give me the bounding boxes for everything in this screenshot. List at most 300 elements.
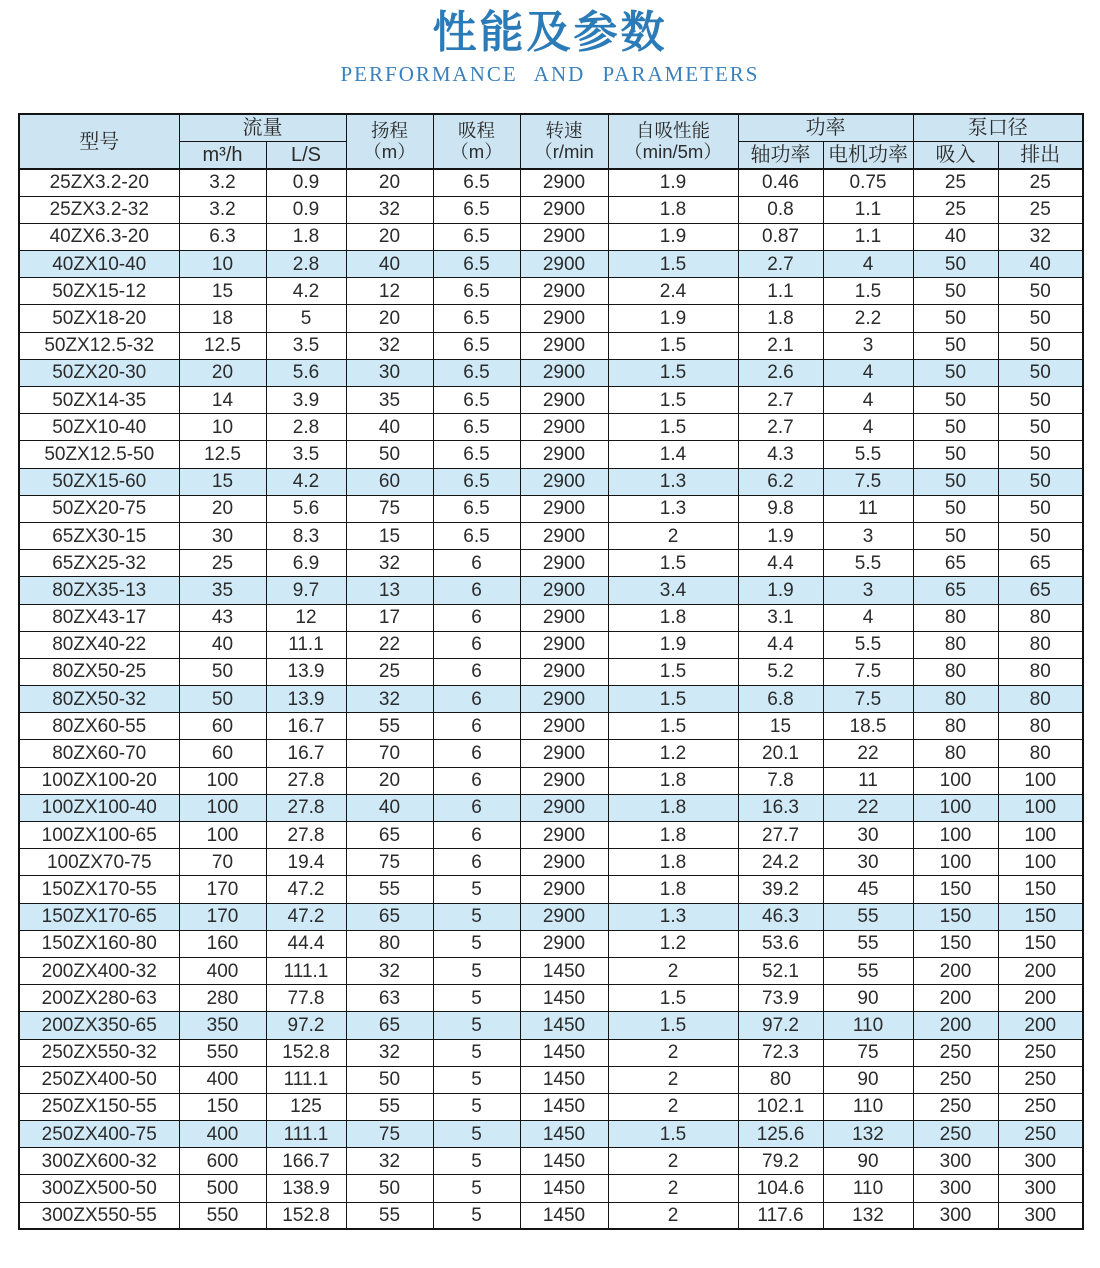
- value-cell: 111.1: [266, 1121, 346, 1148]
- value-cell: 100: [998, 794, 1083, 821]
- value-cell: 6.5: [433, 414, 520, 441]
- value-cell: 20: [346, 767, 433, 794]
- value-cell: 5: [433, 903, 520, 930]
- value-cell: 550: [179, 1202, 266, 1229]
- value-cell: 50: [913, 359, 998, 386]
- model-cell: 100ZX100-20: [19, 767, 179, 794]
- value-cell: 2900: [520, 251, 608, 278]
- table-row: [19, 767, 1083, 794]
- value-cell: 12: [266, 604, 346, 631]
- value-cell: 200: [913, 957, 998, 984]
- value-cell: 6.5: [433, 522, 520, 549]
- value-cell: 20: [346, 305, 433, 332]
- value-cell: 6: [433, 767, 520, 794]
- model-cell: 300ZX500-50: [19, 1175, 179, 1202]
- value-cell: 0.75: [823, 169, 913, 196]
- value-cell: 50: [913, 468, 998, 495]
- value-cell: 19.4: [266, 849, 346, 876]
- model-cell: 200ZX280-63: [19, 985, 179, 1012]
- value-cell: 300: [913, 1175, 998, 1202]
- value-cell: 55: [346, 1202, 433, 1229]
- value-cell: 2900: [520, 332, 608, 359]
- value-cell: 50: [913, 332, 998, 359]
- header-power-motor: 电机功率: [823, 142, 913, 170]
- value-cell: 12: [346, 278, 433, 305]
- table-row: [19, 251, 1083, 278]
- value-cell: 43: [179, 604, 266, 631]
- value-cell: 2.7: [738, 251, 823, 278]
- value-cell: 0.9: [266, 169, 346, 196]
- model-cell: 200ZX400-32: [19, 957, 179, 984]
- value-cell: 13.9: [266, 686, 346, 713]
- header-speed: [520, 114, 608, 169]
- model-cell: 50ZX20-30: [19, 359, 179, 386]
- value-cell: 32: [998, 223, 1083, 250]
- model-cell: 40ZX10-40: [19, 251, 179, 278]
- value-cell: 170: [179, 903, 266, 930]
- value-cell: 2900: [520, 713, 608, 740]
- value-cell: 30: [346, 359, 433, 386]
- value-cell: 6.3: [179, 223, 266, 250]
- value-cell: 80: [346, 930, 433, 957]
- value-cell: 40: [179, 631, 266, 658]
- value-cell: 40: [913, 223, 998, 250]
- value-cell: 35: [346, 387, 433, 414]
- value-cell: 65: [998, 577, 1083, 604]
- table-header: [19, 114, 1083, 169]
- value-cell: 50: [998, 468, 1083, 495]
- table-row: [19, 550, 1083, 577]
- value-cell: 20: [179, 495, 266, 522]
- header-row-1: [19, 114, 1083, 142]
- value-cell: 150: [998, 903, 1083, 930]
- value-cell: 16.7: [266, 740, 346, 767]
- value-cell: 1450: [520, 1148, 608, 1175]
- value-cell: 170: [179, 876, 266, 903]
- value-cell: 300: [913, 1202, 998, 1229]
- value-cell: 3.9: [266, 387, 346, 414]
- model-cell: 50ZX12.5-32: [19, 332, 179, 359]
- model-cell: 50ZX10-40: [19, 414, 179, 441]
- value-cell: 50: [913, 387, 998, 414]
- value-cell: 100: [913, 767, 998, 794]
- value-cell: 50: [346, 1066, 433, 1093]
- value-cell: 75: [823, 1039, 913, 1066]
- value-cell: 32: [346, 550, 433, 577]
- value-cell: 32: [346, 1039, 433, 1066]
- value-cell: 4: [823, 414, 913, 441]
- table-row: [19, 876, 1083, 903]
- value-cell: 22: [823, 740, 913, 767]
- model-cell: 100ZX100-40: [19, 794, 179, 821]
- value-cell: 97.2: [738, 1012, 823, 1039]
- value-cell: 138.9: [266, 1175, 346, 1202]
- value-cell: 1.5: [608, 1121, 738, 1148]
- value-cell: 5: [433, 1066, 520, 1093]
- value-cell: 1.5: [608, 332, 738, 359]
- value-cell: 2900: [520, 359, 608, 386]
- header-selfpriming-label: 自吸性能: [635, 120, 710, 142]
- value-cell: 30: [823, 822, 913, 849]
- value-cell: 0.8: [738, 196, 823, 223]
- value-cell: 6: [433, 631, 520, 658]
- value-cell: 32: [346, 332, 433, 359]
- value-cell: 2: [608, 1175, 738, 1202]
- value-cell: 3: [823, 332, 913, 359]
- value-cell: 50: [913, 522, 998, 549]
- value-cell: 2900: [520, 387, 608, 414]
- value-cell: 0.46: [738, 169, 823, 196]
- value-cell: 250: [913, 1121, 998, 1148]
- value-cell: 5: [433, 876, 520, 903]
- value-cell: 2900: [520, 822, 608, 849]
- value-cell: 3.2: [179, 196, 266, 223]
- table-row: [19, 169, 1083, 196]
- value-cell: 2900: [520, 196, 608, 223]
- value-cell: 6: [433, 604, 520, 631]
- value-cell: 3.4: [608, 577, 738, 604]
- value-cell: 40: [998, 251, 1083, 278]
- table-row: [19, 468, 1083, 495]
- value-cell: 50: [998, 278, 1083, 305]
- value-cell: 52.1: [738, 957, 823, 984]
- model-cell: 50ZX15-60: [19, 468, 179, 495]
- value-cell: 17: [346, 604, 433, 631]
- value-cell: 1.1: [823, 223, 913, 250]
- value-cell: 4: [823, 387, 913, 414]
- value-cell: 2.6: [738, 359, 823, 386]
- model-cell: 65ZX25-32: [19, 550, 179, 577]
- table-row: [19, 441, 1083, 468]
- value-cell: 1.8: [738, 305, 823, 332]
- value-cell: 80: [998, 604, 1083, 631]
- table-row: [19, 522, 1083, 549]
- value-cell: 47.2: [266, 903, 346, 930]
- value-cell: 4: [823, 359, 913, 386]
- value-cell: 1.2: [608, 930, 738, 957]
- value-cell: 1450: [520, 985, 608, 1012]
- value-cell: 2900: [520, 468, 608, 495]
- table-row: [19, 1039, 1083, 1066]
- value-cell: 80: [738, 1066, 823, 1093]
- header-flow: 流量: [179, 114, 346, 142]
- value-cell: 6.5: [433, 251, 520, 278]
- header-selfpriming: [608, 114, 738, 169]
- value-cell: 1.5: [608, 414, 738, 441]
- value-cell: 110: [823, 1012, 913, 1039]
- value-cell: 12.5: [179, 332, 266, 359]
- value-cell: 2.8: [266, 414, 346, 441]
- value-cell: 20: [346, 169, 433, 196]
- value-cell: 1.4: [608, 441, 738, 468]
- value-cell: 97.2: [266, 1012, 346, 1039]
- value-cell: 27.8: [266, 822, 346, 849]
- value-cell: 77.8: [266, 985, 346, 1012]
- value-cell: 7.5: [823, 686, 913, 713]
- value-cell: 4: [823, 604, 913, 631]
- value-cell: 200: [998, 985, 1083, 1012]
- value-cell: 20.1: [738, 740, 823, 767]
- header-speed-unit: （r/min: [534, 140, 594, 162]
- value-cell: 11: [823, 767, 913, 794]
- value-cell: 80: [913, 658, 998, 685]
- page-title: 性能及参数: [432, 8, 668, 57]
- value-cell: 80: [998, 658, 1083, 685]
- value-cell: 1.5: [608, 359, 738, 386]
- value-cell: 300: [913, 1148, 998, 1175]
- value-cell: 150: [179, 1093, 266, 1120]
- value-cell: 100: [179, 822, 266, 849]
- header-port-in: 吸入: [913, 142, 998, 170]
- value-cell: 2: [608, 522, 738, 549]
- value-cell: 2: [608, 1202, 738, 1229]
- value-cell: 55: [346, 1093, 433, 1120]
- value-cell: 1.8: [608, 767, 738, 794]
- value-cell: 5: [433, 985, 520, 1012]
- value-cell: 2900: [520, 631, 608, 658]
- value-cell: 100: [179, 767, 266, 794]
- table-row: [19, 1202, 1083, 1229]
- header-port: 泵口径: [913, 114, 1083, 142]
- table-row: [19, 849, 1083, 876]
- value-cell: 80: [913, 604, 998, 631]
- value-cell: 72.3: [738, 1039, 823, 1066]
- value-cell: 80: [913, 713, 998, 740]
- model-cell: 250ZX550-32: [19, 1039, 179, 1066]
- table-row: [19, 903, 1083, 930]
- value-cell: 9.7: [266, 577, 346, 604]
- value-cell: 1.8: [608, 604, 738, 631]
- value-cell: 65: [998, 550, 1083, 577]
- value-cell: 125: [266, 1093, 346, 1120]
- value-cell: 150: [998, 876, 1083, 903]
- value-cell: 6: [433, 713, 520, 740]
- value-cell: 5: [433, 1039, 520, 1066]
- model-cell: 100ZX100-65: [19, 822, 179, 849]
- value-cell: 600: [179, 1148, 266, 1175]
- value-cell: 55: [823, 957, 913, 984]
- value-cell: 2900: [520, 414, 608, 441]
- value-cell: 6: [433, 822, 520, 849]
- value-cell: 5: [266, 305, 346, 332]
- value-cell: 5: [433, 1012, 520, 1039]
- value-cell: 2900: [520, 441, 608, 468]
- table-row: [19, 278, 1083, 305]
- value-cell: 73.9: [738, 985, 823, 1012]
- value-cell: 65: [346, 903, 433, 930]
- value-cell: 117.6: [738, 1202, 823, 1229]
- value-cell: 46.3: [738, 903, 823, 930]
- value-cell: 280: [179, 985, 266, 1012]
- value-cell: 550: [179, 1039, 266, 1066]
- value-cell: 5.2: [738, 658, 823, 685]
- value-cell: 47.2: [266, 876, 346, 903]
- value-cell: 50: [998, 522, 1083, 549]
- performance-table: [18, 113, 1084, 1230]
- value-cell: 40: [346, 794, 433, 821]
- value-cell: 27.7: [738, 822, 823, 849]
- value-cell: 50: [998, 495, 1083, 522]
- value-cell: 1.1: [823, 196, 913, 223]
- value-cell: 6: [433, 686, 520, 713]
- table-row: [19, 414, 1083, 441]
- value-cell: 11: [823, 495, 913, 522]
- value-cell: 132: [823, 1121, 913, 1148]
- value-cell: 2.7: [738, 414, 823, 441]
- page-subtitle: PERFORMANCE AND PARAMETERS: [340, 61, 760, 86]
- value-cell: 300: [998, 1175, 1083, 1202]
- value-cell: 7.5: [823, 468, 913, 495]
- value-cell: 10: [179, 414, 266, 441]
- value-cell: 27.8: [266, 794, 346, 821]
- value-cell: 150: [913, 876, 998, 903]
- table-row: [19, 387, 1083, 414]
- value-cell: 3.2: [179, 169, 266, 196]
- model-cell: 150ZX160-80: [19, 930, 179, 957]
- header-head-unit: （m）: [363, 140, 416, 162]
- value-cell: 90: [823, 1148, 913, 1175]
- model-cell: 50ZX15-12: [19, 278, 179, 305]
- header-head: [346, 114, 433, 169]
- value-cell: 111.1: [266, 957, 346, 984]
- value-cell: 6: [433, 550, 520, 577]
- value-cell: 4.4: [738, 631, 823, 658]
- header-power: 功率: [738, 114, 913, 142]
- value-cell: 100: [998, 849, 1083, 876]
- value-cell: 6.5: [433, 332, 520, 359]
- value-cell: 55: [823, 930, 913, 957]
- value-cell: 9.8: [738, 495, 823, 522]
- value-cell: 1.5: [608, 1012, 738, 1039]
- header-power-shaft: 轴功率: [738, 142, 823, 170]
- value-cell: 2: [608, 957, 738, 984]
- value-cell: 80: [998, 631, 1083, 658]
- value-cell: 60: [346, 468, 433, 495]
- value-cell: 1450: [520, 1066, 608, 1093]
- table-row: [19, 658, 1083, 685]
- value-cell: 50: [913, 305, 998, 332]
- value-cell: 2900: [520, 740, 608, 767]
- value-cell: 50: [913, 278, 998, 305]
- value-cell: 50: [913, 495, 998, 522]
- value-cell: 65: [346, 822, 433, 849]
- header-suction: [433, 114, 520, 169]
- value-cell: 100: [998, 767, 1083, 794]
- value-cell: 2900: [520, 577, 608, 604]
- value-cell: 50: [179, 686, 266, 713]
- value-cell: 40: [346, 251, 433, 278]
- table-row: [19, 305, 1083, 332]
- value-cell: 25: [179, 550, 266, 577]
- value-cell: 2.7: [738, 387, 823, 414]
- value-cell: 5: [433, 957, 520, 984]
- value-cell: 0.9: [266, 196, 346, 223]
- value-cell: 125.6: [738, 1121, 823, 1148]
- value-cell: 55: [823, 903, 913, 930]
- value-cell: 30: [823, 849, 913, 876]
- value-cell: 13: [346, 577, 433, 604]
- value-cell: 500: [179, 1175, 266, 1202]
- value-cell: 250: [998, 1121, 1083, 1148]
- value-cell: 160: [179, 930, 266, 957]
- value-cell: 5: [433, 1121, 520, 1148]
- value-cell: 100: [179, 794, 266, 821]
- value-cell: 2.8: [266, 251, 346, 278]
- value-cell: 25: [998, 169, 1083, 196]
- model-cell: 150ZX170-55: [19, 876, 179, 903]
- value-cell: 60: [179, 713, 266, 740]
- value-cell: 152.8: [266, 1039, 346, 1066]
- value-cell: 50: [346, 441, 433, 468]
- value-cell: 6.5: [433, 169, 520, 196]
- value-cell: 2900: [520, 767, 608, 794]
- header-model: 型号: [19, 114, 179, 169]
- model-cell: 250ZX400-50: [19, 1066, 179, 1093]
- table-row: [19, 686, 1083, 713]
- value-cell: 18.5: [823, 713, 913, 740]
- value-cell: 13.9: [266, 658, 346, 685]
- value-cell: 6.5: [433, 359, 520, 386]
- value-cell: 32: [346, 196, 433, 223]
- model-cell: 250ZX150-55: [19, 1093, 179, 1120]
- model-cell: 80ZX60-55: [19, 713, 179, 740]
- value-cell: 63: [346, 985, 433, 1012]
- model-cell: 80ZX35-13: [19, 577, 179, 604]
- value-cell: 1450: [520, 1202, 608, 1229]
- value-cell: 6.5: [433, 468, 520, 495]
- value-cell: 7.8: [738, 767, 823, 794]
- value-cell: 27.8: [266, 767, 346, 794]
- model-cell: 80ZX43-17: [19, 604, 179, 631]
- value-cell: 1.3: [608, 903, 738, 930]
- value-cell: 2900: [520, 522, 608, 549]
- value-cell: 5.5: [823, 441, 913, 468]
- value-cell: 2900: [520, 278, 608, 305]
- value-cell: 50: [998, 387, 1083, 414]
- value-cell: 80: [998, 740, 1083, 767]
- model-cell: 80ZX50-25: [19, 658, 179, 685]
- value-cell: 70: [179, 849, 266, 876]
- value-cell: 8.3: [266, 522, 346, 549]
- value-cell: 2900: [520, 849, 608, 876]
- value-cell: 25: [998, 196, 1083, 223]
- value-cell: 55: [346, 713, 433, 740]
- value-cell: 1.1: [738, 278, 823, 305]
- table-row: [19, 577, 1083, 604]
- value-cell: 4.2: [266, 468, 346, 495]
- value-cell: 1.8: [608, 849, 738, 876]
- value-cell: 1450: [520, 1121, 608, 1148]
- value-cell: 5.5: [823, 631, 913, 658]
- value-cell: 32: [346, 686, 433, 713]
- table-row: [19, 332, 1083, 359]
- value-cell: 75: [346, 849, 433, 876]
- value-cell: 7.5: [823, 658, 913, 685]
- model-cell: 100ZX70-75: [19, 849, 179, 876]
- value-cell: 4.3: [738, 441, 823, 468]
- value-cell: 1.9: [608, 169, 738, 196]
- value-cell: 200: [913, 1012, 998, 1039]
- value-cell: 44.4: [266, 930, 346, 957]
- value-cell: 400: [179, 1121, 266, 1148]
- table-body: [19, 169, 1083, 1229]
- value-cell: 5: [433, 1202, 520, 1229]
- value-cell: 2900: [520, 169, 608, 196]
- model-cell: 40ZX6.3-20: [19, 223, 179, 250]
- model-cell: 300ZX550-55: [19, 1202, 179, 1229]
- value-cell: 3: [823, 577, 913, 604]
- value-cell: 10: [179, 251, 266, 278]
